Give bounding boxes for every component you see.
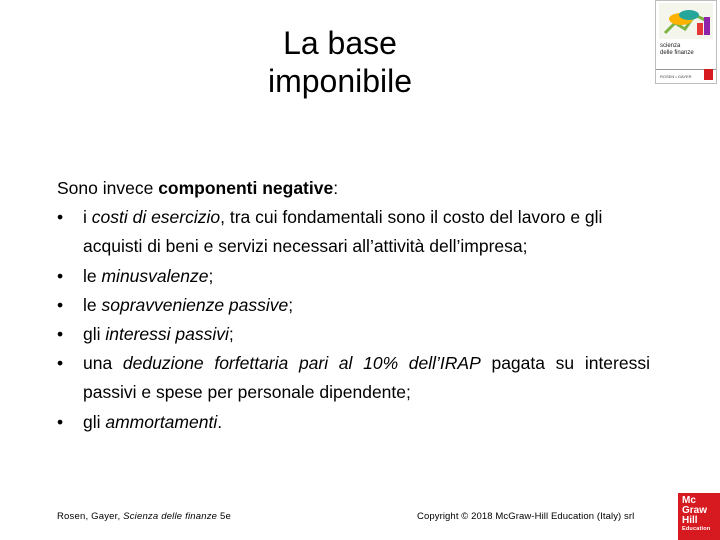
- list-item: [57, 320, 650, 349]
- bullet-icon: •: [57, 411, 64, 432]
- book-cover-title-line-2: delle finanze: [660, 50, 694, 56]
- footer-citation-edition: 5e: [217, 511, 231, 522]
- book-cover-thumbnail: [655, 0, 717, 84]
- logo-line-hill: Hill: [682, 515, 698, 526]
- book-cover-title-line-1: scienza: [660, 43, 681, 49]
- list-item-emphasis: deduzione forfettaria pari al 10% dell’IRAP: [122, 353, 481, 374]
- logo-line-graw: Graw: [682, 505, 708, 516]
- list-item: [57, 262, 650, 291]
- book-cover-title: [660, 43, 694, 57]
- list-item-emphasis: minusvalenze: [101, 265, 209, 286]
- book-cover-chart-graphic: [659, 3, 713, 39]
- intro-bold: componenti negative: [158, 178, 334, 198]
- list-item-text: gli: [83, 411, 106, 432]
- list-item-emphasis: sopravvenienze passive: [101, 294, 289, 315]
- logo-line-mc: Mc: [682, 495, 696, 506]
- bullet-icon: •: [57, 294, 64, 315]
- bullet-icon: •: [57, 265, 64, 286]
- mcgraw-hill-logo: [678, 493, 720, 540]
- bullet-icon: •: [57, 324, 64, 345]
- list-item-text: ;: [288, 294, 294, 315]
- intro-text: [57, 174, 650, 203]
- list-item-text: gli: [83, 324, 106, 345]
- footer-citation-book-title: Scienza delle finanze: [123, 511, 218, 522]
- footer-copyright: Copyright © 2018 McGraw-Hill Education (Italy) srl: [417, 511, 635, 522]
- list-item: [57, 349, 650, 407]
- list-item-emphasis: ammortamenti: [105, 411, 218, 432]
- slide-title: [200, 24, 480, 100]
- negative-components-list: [57, 203, 650, 437]
- footer-citation-authors: Rosen, Gayer,: [57, 511, 124, 522]
- slide-title-line-2: imponibile: [267, 63, 413, 99]
- intro-plain: Sono invece: [57, 178, 159, 198]
- list-item-text: , tra cui fondamentali sono il costo del lavoro e gli acquisti di beni e servizi necessari all’attività dell’impresa;: [83, 207, 603, 257]
- list-item-text: ;: [228, 324, 234, 345]
- list-item-text: .: [217, 411, 223, 432]
- list-item-text: i: [83, 207, 92, 228]
- bullet-icon: •: [57, 353, 64, 374]
- list-item: [57, 291, 650, 320]
- list-item-text: una: [83, 353, 123, 374]
- book-cover-authors: ROSEN • GAYER: [660, 74, 692, 79]
- logo-line-education: Education: [682, 526, 711, 532]
- list-item-text: le: [83, 265, 102, 286]
- intro-end: :: [333, 178, 339, 198]
- book-cover-publisher-logo: [704, 69, 713, 80]
- list-item-emphasis: costi di esercizio: [91, 207, 221, 228]
- slide-title-line-1: La base: [283, 25, 397, 61]
- list-item-text: le: [83, 294, 102, 315]
- list-item-text: pagata su interessi passivi e spese per personale dipendente;: [83, 353, 650, 403]
- slide-body: [57, 174, 650, 437]
- footer-citation: [57, 511, 231, 522]
- list-item-text: ;: [208, 265, 214, 286]
- list-item-emphasis: interessi passivi: [105, 324, 229, 345]
- bullet-icon: •: [57, 207, 64, 228]
- list-item: [57, 408, 650, 437]
- list-item: [57, 203, 650, 261]
